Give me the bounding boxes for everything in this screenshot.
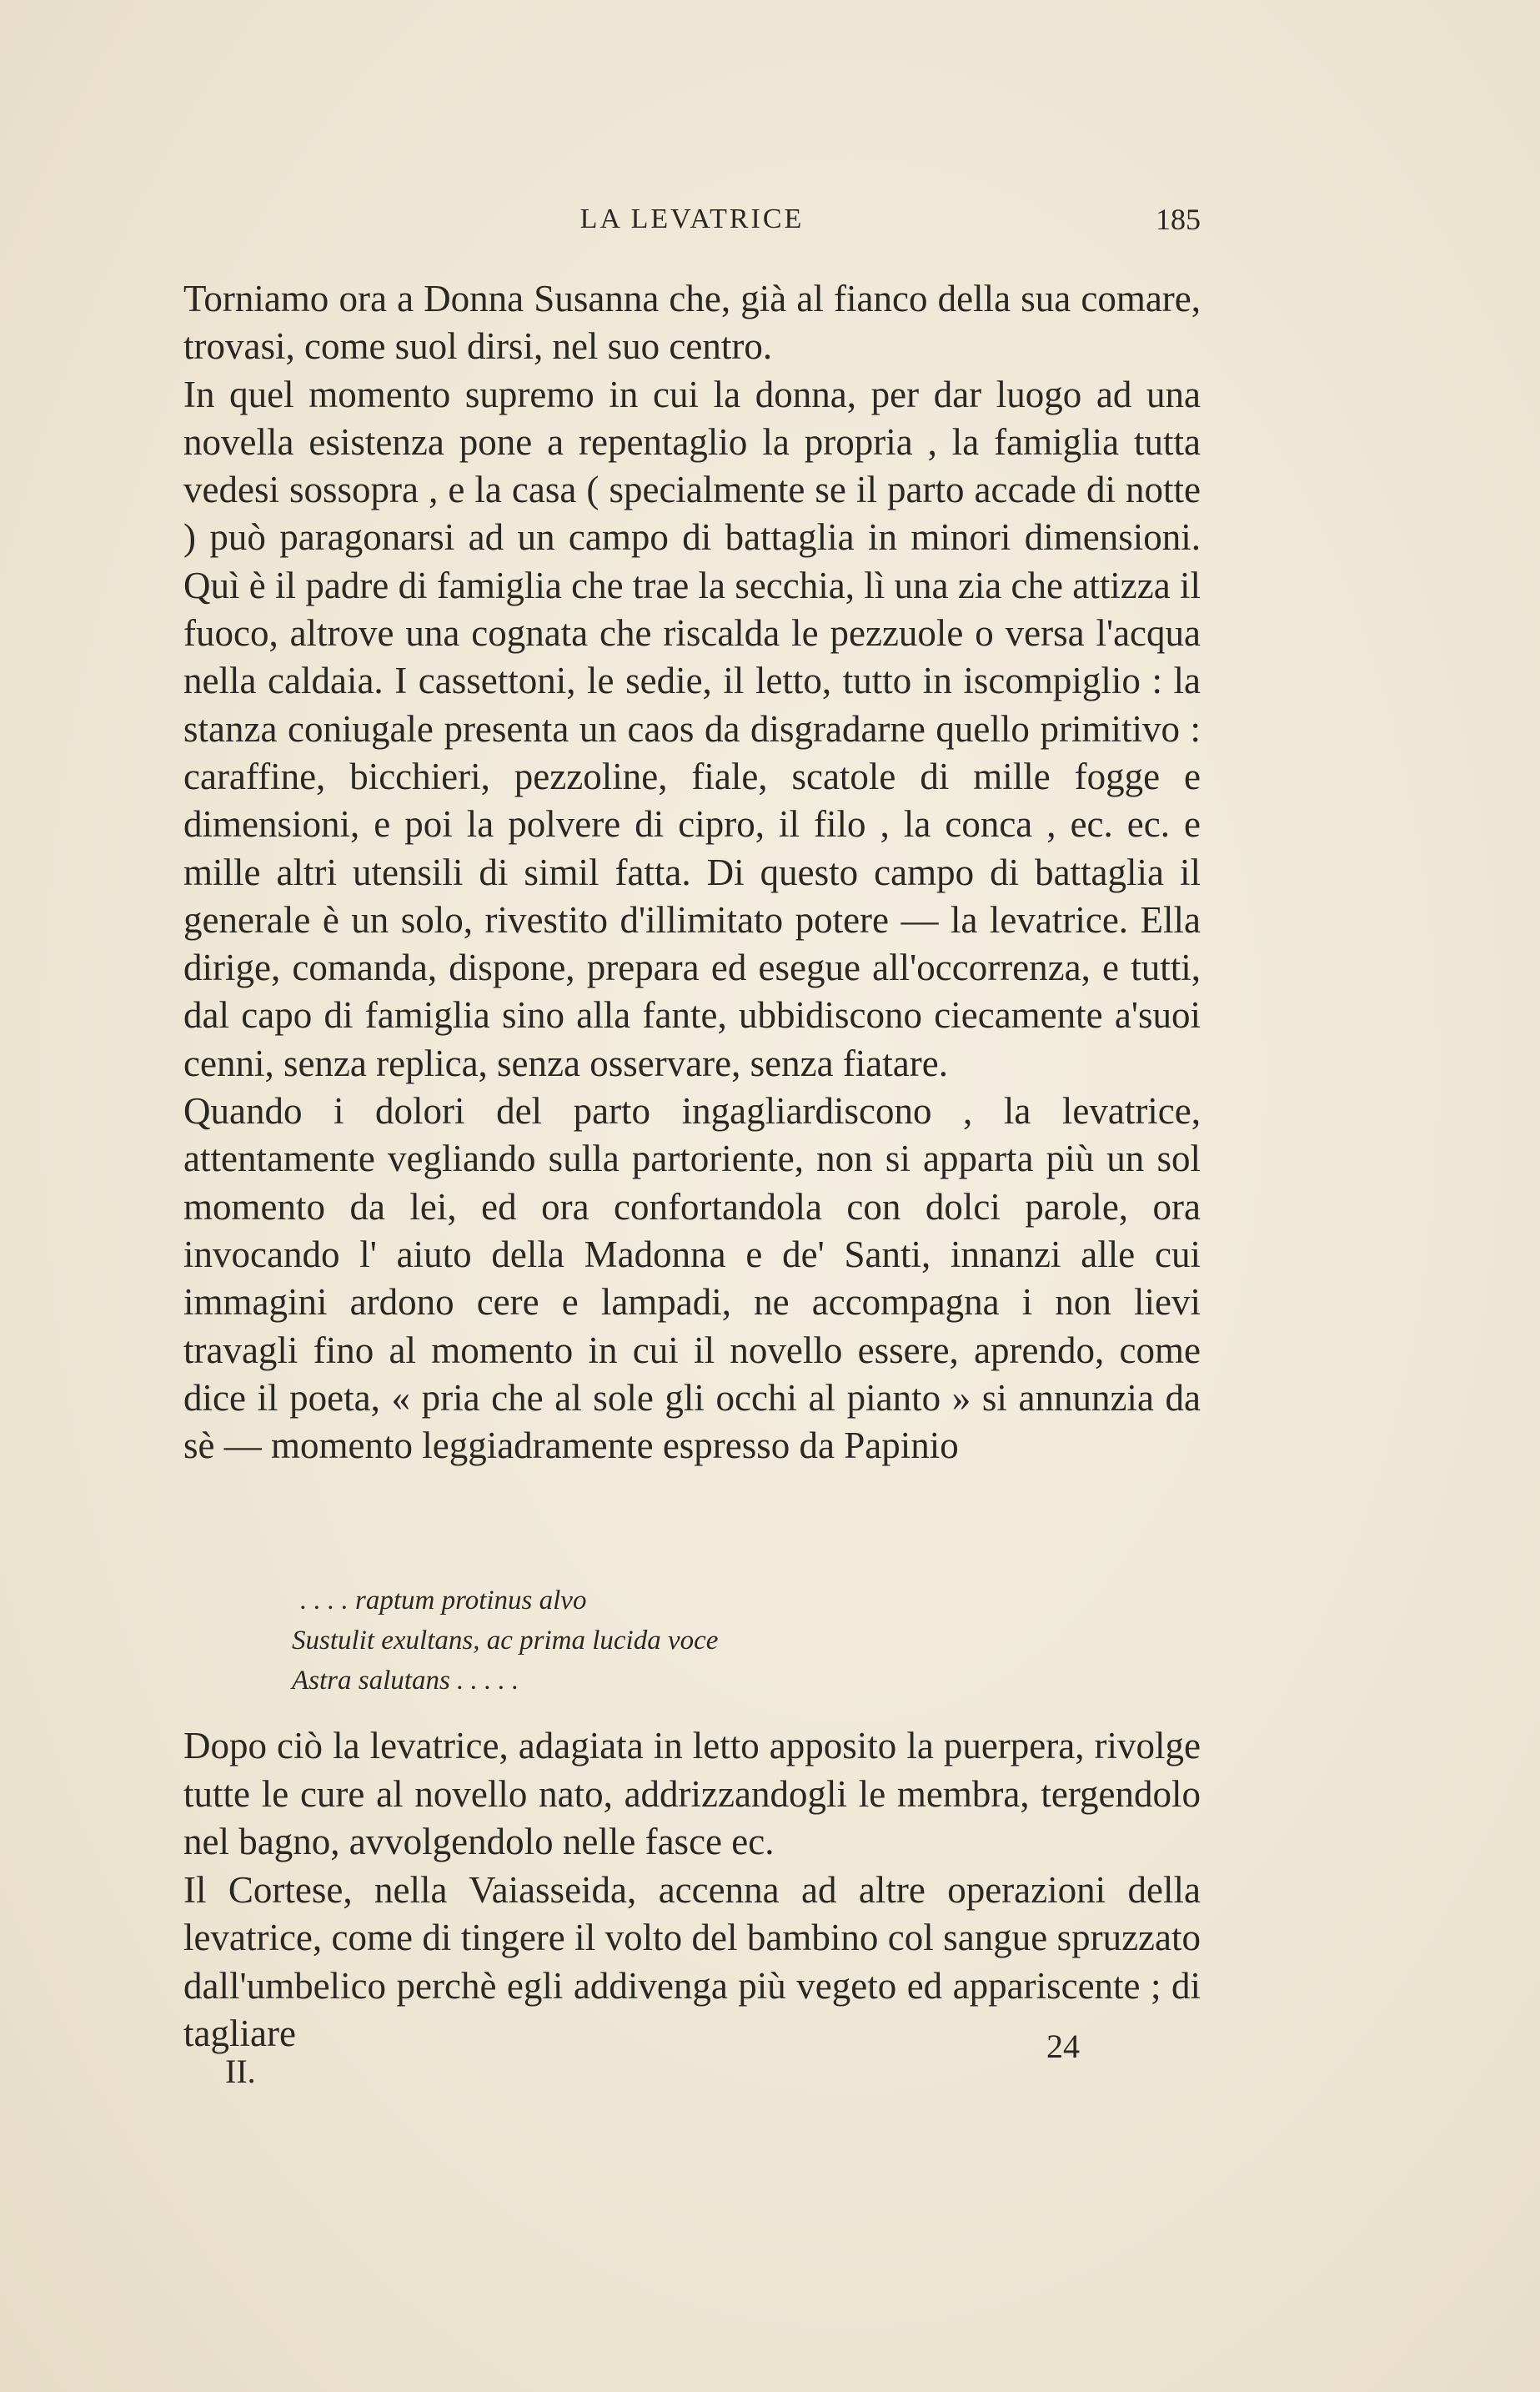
paragraph-1: Torniamo ora a Donna Susanna che, già al fianco della sua comare, trovasi, come suol dirsi, nel suo centro. (183, 278, 1201, 368)
signature-number: 24 (1046, 2028, 1080, 2065)
paragraph-5: Il Cortese, nella Vaiasseida, accenna ad altre operazioni della levatrice, come di tingere il volto del bambino col sangue spruzzato dall'umbelico perchè egli addivenga più vegeto ed appariscente ; di tagliare (183, 1868, 1201, 2054)
quote-line-1: . . . . raptum protinus alvo (300, 1585, 587, 1616)
main-text (183, 275, 1201, 1470)
page-number: 185 (1156, 203, 1201, 236)
paragraph-2: In quel momento supremo in cui la donna, per dar luogo ad una novella esistenza pone a repentaglio la propria , la famiglia tutta vedesi sossopra , e la casa ( specialmente se il parto accade di notte ) può paragonarsi ad un campo di battaglia in minori dimensioni. Quì è il padre di famiglia che trae la secchia, lì una zia che attizza il fuoco, altrove una cognata che riscalda le pezzuole o versa l'acqua nella caldaia. I cassettoni, le sedie, il letto, tutto in iscompiglio : la stanza coniugale presenta un caos da disgradarne quello primitivo : caraffine, bicchieri, pezzoline, fiale, scatole di mille fogge e dimensioni, e poi la polvere di cipro, il filo , la conca , ec. ec. e mille altri utensili di simil fatta. Di questo campo di battaglia il generale è un solo, rivestito d'illimitato potere — la levatrice. Ella dirige, comanda, dispone, prepara ed esegue all'occorrenza, e tutti, dal capo di famiglia sino alla fante, ubbidiscono ciecamente a'suoi cenni, senza replica, senza osservare, senza fiatare. (183, 373, 1201, 1084)
running-title: LA LEVATRICE (579, 204, 805, 234)
quote-line-2: Sustulit exultans, ac prima lucida voce (292, 1626, 719, 1656)
latin-quotation (292, 1580, 1042, 1701)
paragraph-3: Quando i dolori del parto ingagliardiscono , la levatrice, attentamente vegliando sulla partoriente, non si apparta più un sol momento da lei, ed ora confortandola con dolci parole, ora invocando l' aiuto della Madonna e de' Santi, innanzi alle cui immagini ardono cere e lampadi, ne accompagna i non lievi travagli fino al momento in cui il novello essere, aprendo, come dice il poeta, « pria che al sole gli occhi al pianto » si annunzia da sè — momento leggiadramente espresso da Papinio (183, 1090, 1201, 1467)
page-footer (183, 2027, 1201, 2090)
signature-mark: II. (225, 2053, 256, 2090)
quote-line-3: Astra salutans . . . . . (292, 1666, 519, 1696)
continued-text (183, 1722, 1201, 2058)
page-header (183, 197, 1201, 247)
paragraph-4: Dopo ciò la levatrice, adagiata in letto apposito la puerpera, rivolge tutte le cure al novello nato, addrizzandogli le membra, tergendolo nel bagno, avvolgendolo nelle fasce ec. (183, 1725, 1201, 1862)
